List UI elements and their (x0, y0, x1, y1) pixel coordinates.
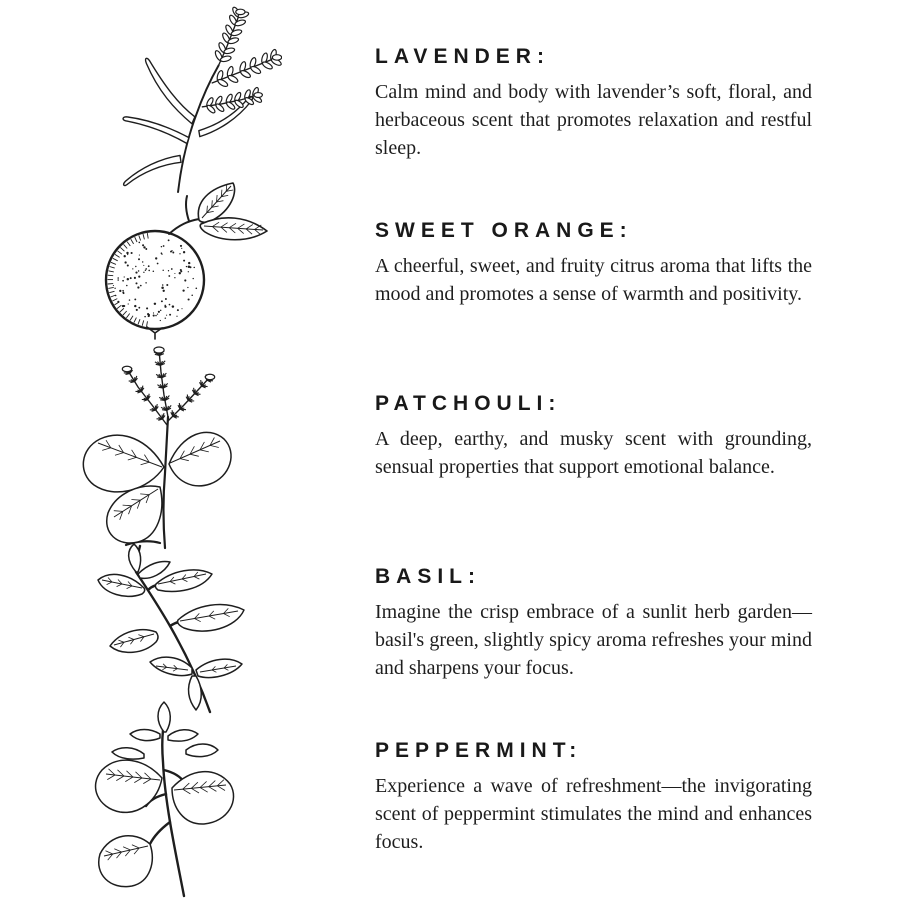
lavender-heading: LAVENDER: (375, 45, 550, 68)
lavender-description: Calm mind and body with lavender’s soft, floral, and herbaceous scent that promotes relaxation and restful sleep. (375, 81, 812, 159)
peppermint-description: Experience a wave of refreshment—the invigorating scent of peppermint stimulates the mind and enhances focus. (375, 775, 812, 853)
sweet-orange-heading: SWEET ORANGE: (375, 219, 633, 242)
patchouli-description: A deep, earthy, and musky scent with grounding, sensual properties that support emotional balance. (375, 428, 812, 478)
basil-description: Imagine the crisp embrace of a sunlit herb garden—basil's green, slightly spicy aroma refreshes your mind and sharpens your focus. (375, 601, 812, 679)
basil-heading: BASIL: (375, 565, 481, 588)
patchouli-heading: PATCHOULI: (375, 392, 562, 415)
sweet-orange-description: A cheerful, sweet, and fruity citrus aroma that lifts the mood and promotes a sense of warmth and positivity. (375, 255, 812, 305)
peppermint-heading: PEPPERMINT: (375, 739, 583, 762)
peppermint-textblock (375, 738, 812, 856)
peppermint-sprig-icon (82, 698, 252, 898)
